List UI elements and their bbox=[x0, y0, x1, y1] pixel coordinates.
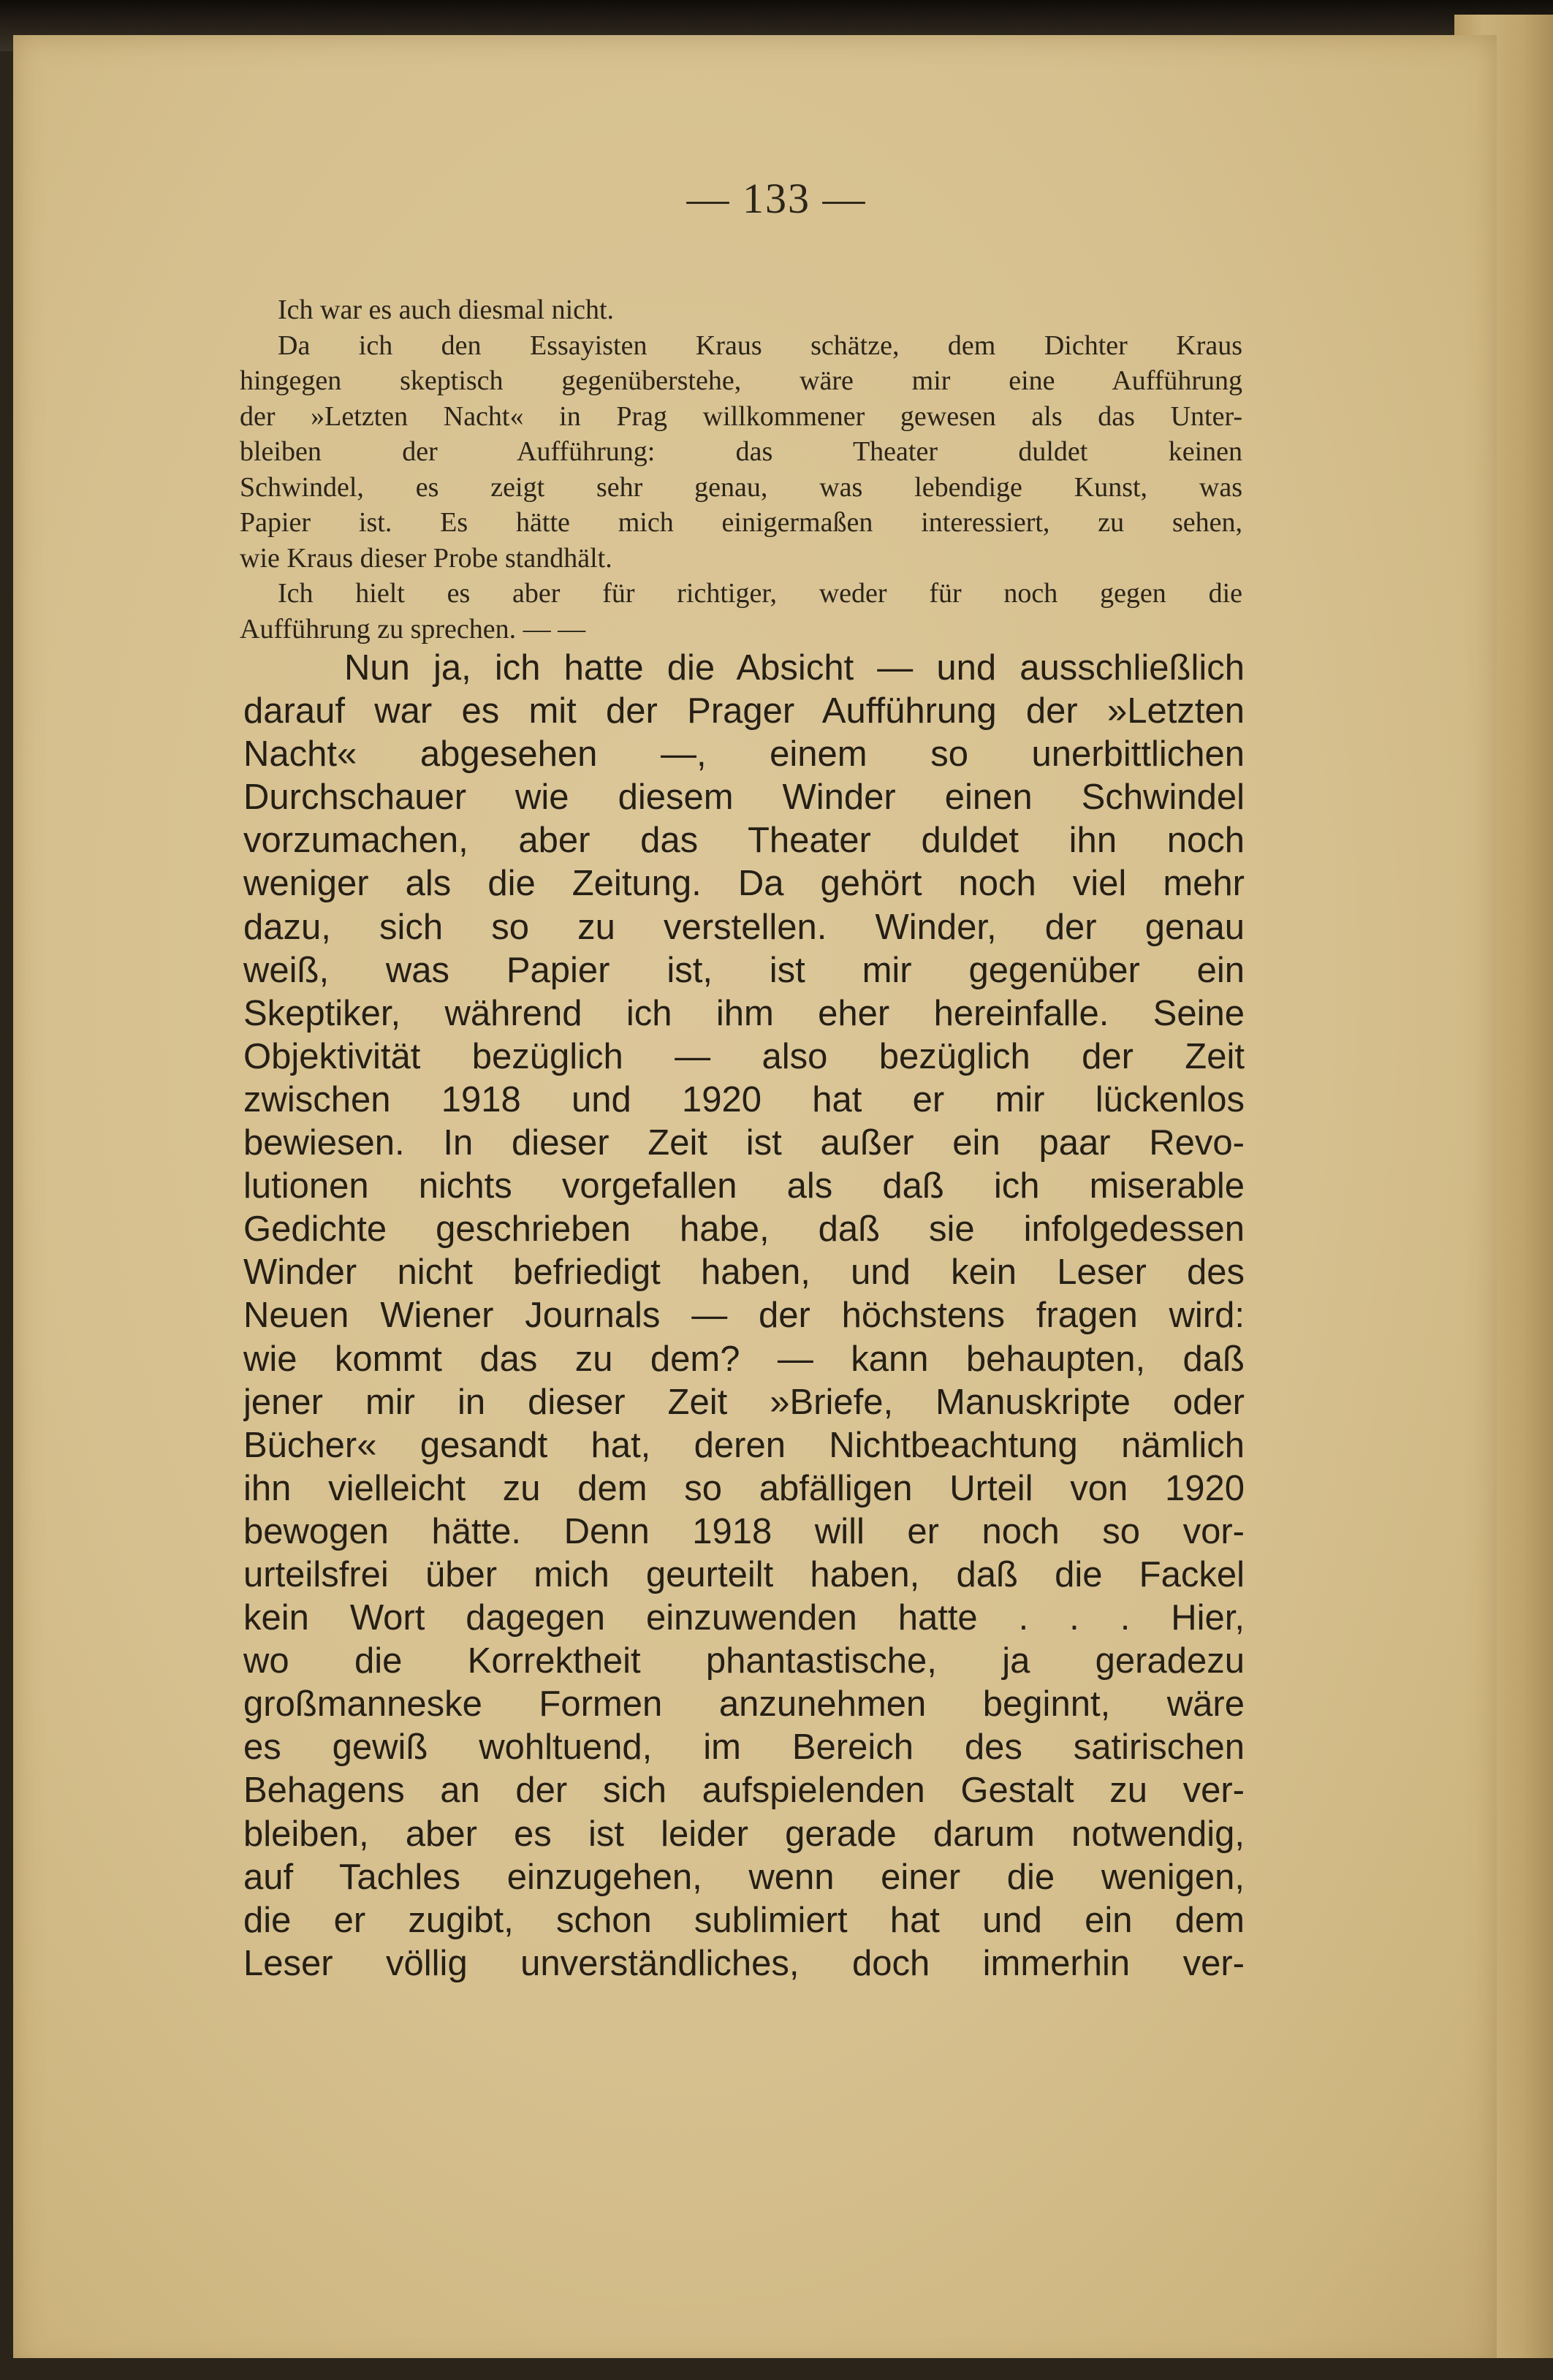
small-line: Ich hielt es aber für richtiger, weder für noch gegen die bbox=[278, 578, 1242, 609]
body-line: Neuen Wiener Journals — der höchstens fragen wird: bbox=[243, 1296, 1245, 1336]
body-line: Nun ja, ich hatte die Absicht — und ausschließlich bbox=[344, 648, 1245, 688]
body-line: Gedichte geschrieben habe, daß sie infolgedessen bbox=[243, 1209, 1245, 1250]
body-line: dazu, sich so zu verstellen. Winder, der genau bbox=[243, 907, 1245, 947]
small-line: wie Kraus dieser Probe standhält. bbox=[240, 542, 612, 574]
body-line: Skeptiker, während ich ihm eher hereinfalle. Seine bbox=[243, 993, 1245, 1033]
small-line: Aufführung zu sprechen. — — bbox=[240, 613, 586, 645]
body-line: es gewiß wohltuend, im Bereich des satirischen bbox=[243, 1727, 1245, 1768]
body-line: wie kommt das zu dem? — kann behaupten, daß bbox=[243, 1339, 1245, 1379]
body-line: Behagens an der sich aufspielenden Gestalt zu ver- bbox=[243, 1771, 1245, 1811]
quoted-small-print-section bbox=[240, 292, 1242, 647]
body-line: urteilsfrei über mich geurteilt haben, daß die Fackel bbox=[243, 1554, 1245, 1594]
body-line: wo die Korrektheit phantastische, ja geradezu bbox=[243, 1641, 1245, 1681]
body-line: Durchschauer wie diesem Winder einen Schwindel bbox=[243, 778, 1245, 818]
body-line: die er zugibt, schon sublimiert hat und ein dem bbox=[243, 1900, 1245, 1940]
body-line: Nacht« abgesehen —, einem so unerbittlichen bbox=[243, 734, 1245, 775]
main-body-text bbox=[243, 647, 1245, 1985]
body-line: weiß, was Papier ist, ist mir gegenüber ein bbox=[243, 950, 1245, 990]
body-line: zwischen 1918 und 1920 hat er mir lückenlos bbox=[243, 1079, 1245, 1119]
body-line: bewogen hätte. Denn 1918 will er noch so vor- bbox=[243, 1511, 1245, 1551]
body-line: Bücher« gesandt hat, deren Nichtbeachtung nämlich bbox=[243, 1425, 1245, 1465]
body-line: jener mir in dieser Zeit »Briefe, Manuskripte oder bbox=[243, 1382, 1245, 1422]
small-line: hingegen skeptisch gegenüberstehe, wäre mir eine Aufführung bbox=[240, 365, 1242, 396]
body-line: ihn vielleicht zu dem so abfälligen Urteil von 1920 bbox=[243, 1468, 1245, 1508]
body-line: auf Tachles einzugehen, wenn einer die wenigen, bbox=[243, 1857, 1245, 1897]
body-line: bleiben, aber es ist leider gerade darum notwendig, bbox=[243, 1814, 1245, 1854]
small-line: der »Letzten Nacht« in Prag willkommener gewesen als das Unter- bbox=[240, 400, 1242, 432]
body-line: Objektivität bezüglich — also bezüglich der Zeit bbox=[243, 1036, 1245, 1076]
scan-bottom-edge bbox=[0, 2358, 1553, 2380]
body-line: bewiesen. In dieser Zeit ist außer ein paar Revo- bbox=[243, 1123, 1245, 1163]
body-line: weniger als die Zeitung. Da gehört noch viel mehr bbox=[243, 864, 1245, 904]
small-line: Schwindel, es zeigt sehr genau, was lebendige Kunst, was bbox=[240, 471, 1242, 503]
body-line: Winder nicht befriedigt haben, und kein Leser des bbox=[243, 1252, 1245, 1293]
body-line: lutionen nichts vorgefallen als daß ich miserable bbox=[243, 1166, 1245, 1206]
small-line: Ich war es auch diesmal nicht. bbox=[278, 294, 615, 325]
small-line: bleiben der Aufführung: das Theater duldet keinen bbox=[240, 436, 1242, 467]
page-number: — 133 — bbox=[686, 175, 867, 222]
small-line: Papier ist. Es hätte mich einigermaßen interessiert, zu sehen, bbox=[240, 507, 1242, 538]
small-line: Da ich den Essayisten Kraus schätze, dem Dichter Kraus bbox=[278, 330, 1242, 361]
body-line: großmanneske Formen anzunehmen beginnt, wäre bbox=[243, 1684, 1245, 1725]
body-line: Leser völlig unverständliches, doch immerhin ver- bbox=[243, 1943, 1245, 1983]
body-line: darauf war es mit der Prager Aufführung der »Letzten bbox=[243, 691, 1245, 731]
body-line: kein Wort dagegen einzuwenden hatte . . . Hier, bbox=[243, 1598, 1245, 1638]
body-line: vorzumachen, aber das Theater duldet ihn noch bbox=[243, 821, 1245, 861]
